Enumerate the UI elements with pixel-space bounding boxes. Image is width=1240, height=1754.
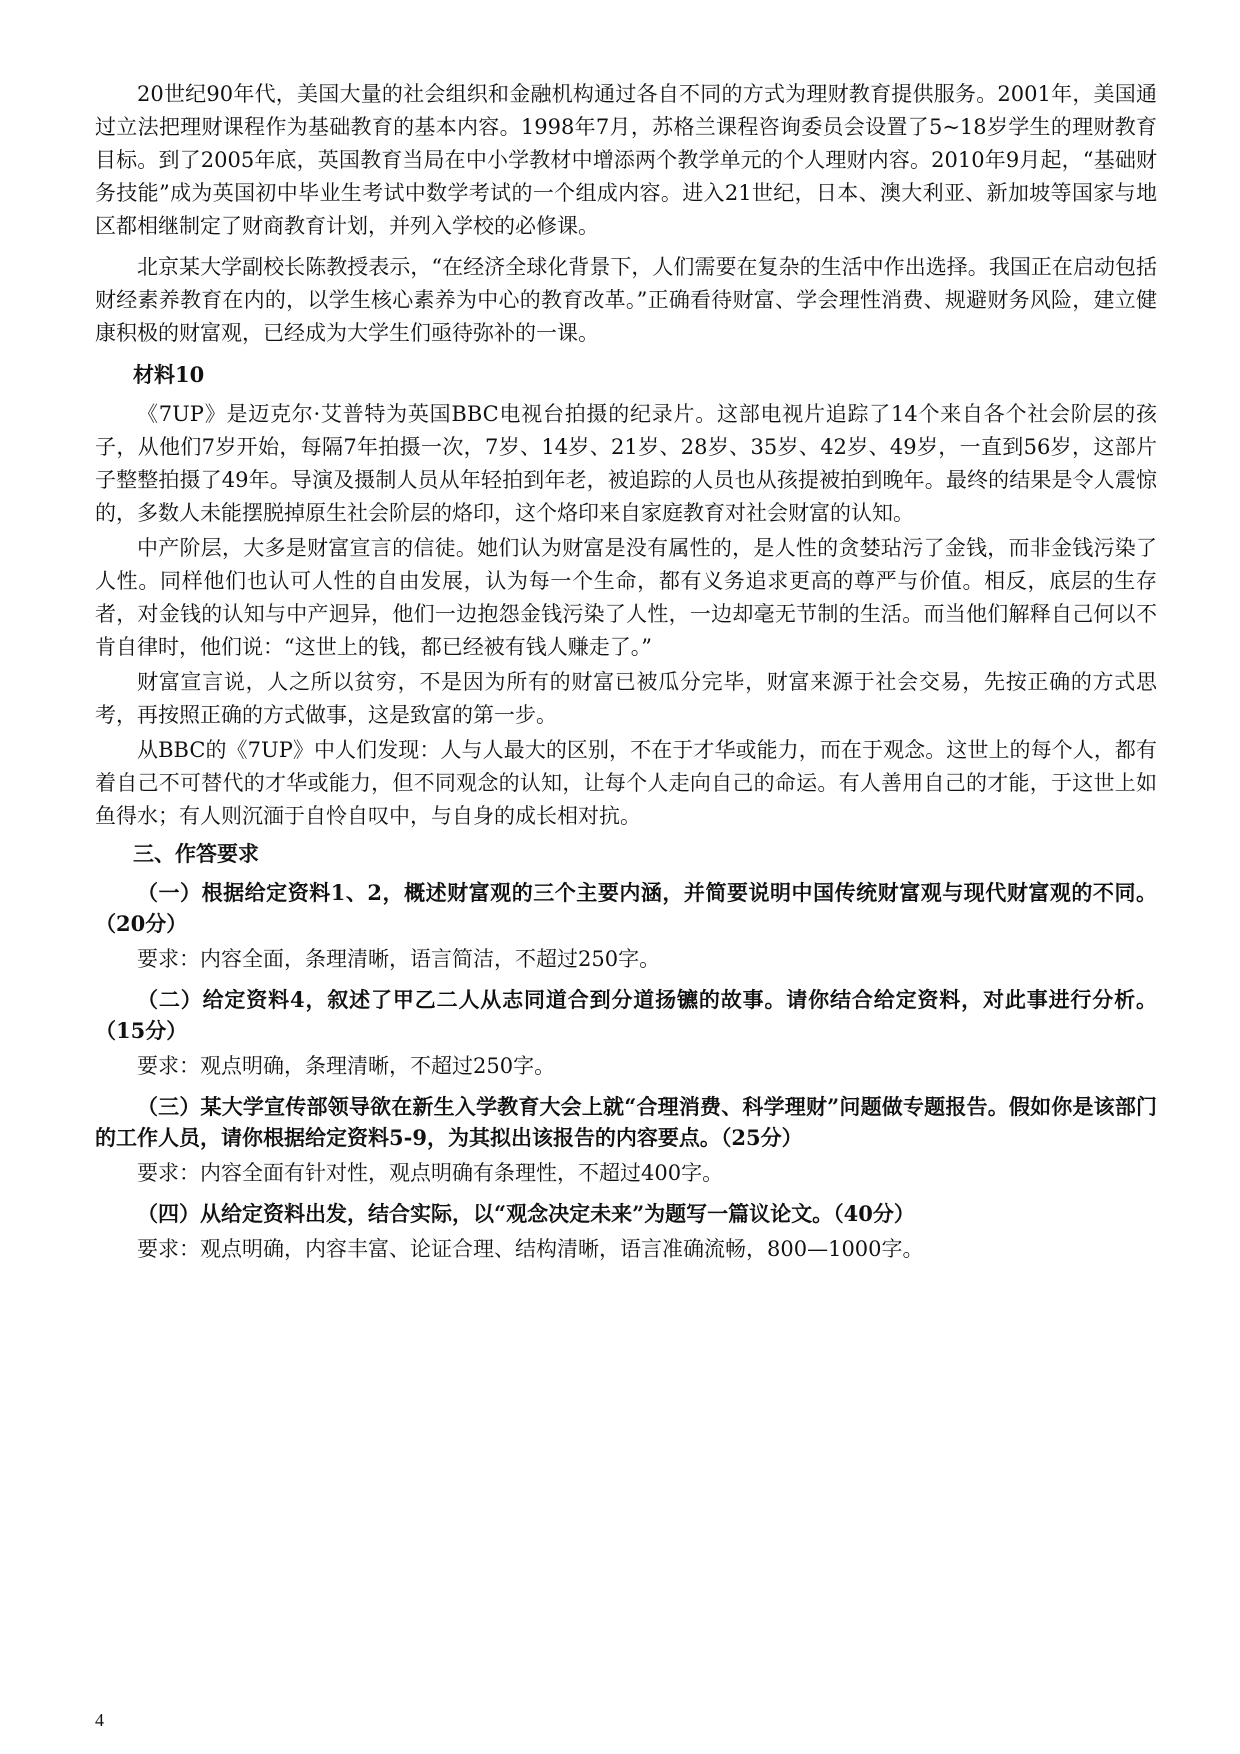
page-number: 4	[95, 1710, 104, 1730]
document-body	[95, 78, 1157, 1274]
paragraph-middle-class: 中产阶层，大多是财富宣言的信徒。她们认为财富是没有属性的，是人性的贪婪玷污了金钱，而非金钱污染了人性。同样他们也认可人性的自由发展，认为每一个生命，都有义务追求更高的尊严与价值。相反，底层的生存者，对金钱的认知与中产迥异，他们一边抱怨金钱污染了人性，一边却毫无节制的生活。而当他们解释自己何以不肯自律时，他们说：“这世上的钱，都已经被有钱人赚走了。”	[95, 536, 1157, 659]
question-2-requirement: 要求：观点明确，条理清晰，不超过250字。	[137, 1054, 556, 1078]
paragraph-financial-education-history: 20世纪90年代，美国大量的社会组织和金融机构通过各自不同的方式为理财教育提供服务。2001年，美国通过立法把理财课程作为基础教育的基本内容。1998年7月，苏格兰课程咨询委员会设置了5~18岁学生的理财教育目标。到了2005年底，英国教育当局在中小学教材中增添两个教学单元的个人理财内容。2010年9月起，“基础财务技能”成为英国初中毕业生考试中数学考试的一个组成内容。进入21世纪，日本、澳大利亚、新加坡等国家与地区都相继制定了财商教育计划，并列入学校的必修课。	[95, 82, 1157, 238]
paragraph-professor-chen-statement: 北京某大学副校长陈教授表示，“在经济全球化背景下，人们需要在复杂的生活中作出选择。我国正在启动包括财经素养教育在内的，以学生核心素养为中心的教育改革。”正确看待财富、学会理性消费、规避财务风险，建立健康积极的财富观，已经成为大学生们亟待弥补的一课。	[95, 255, 1157, 345]
paragraph-7up-documentary: 《7UP》是迈克尔·艾普特为英国BBC电视台拍摄的纪录片。这部电视片追踪了14个来自各个社会阶层的孩子，从他们7岁开始，每隔7年拍摄一次，7岁、14岁、21岁、28岁、35岁、42岁、49岁，一直到56岁，这部片子整整拍摄了49年。导演及摄制人员从年轻拍到年老，被追踪的人员也从孩提被拍到晚年。最终的结果是令人震惊的，多数人未能摆脱掉原生社会阶层的烙印，这个烙印来自家庭教育对社会财富的认知。	[95, 402, 1157, 525]
question-1-requirement: 要求：内容全面，条理清晰，语言简洁，不超过250字。	[137, 947, 661, 971]
paragraph-7up-findings: 从BBC的《7UP》中人们发现：人与人最大的区别，不在于才华或能力，而在于观念。这世上的每个人，都有着自己不可替代的才华或能力，但不同观念的认知，让每个人走向自己的命运。有人善用自己的才能，于这世上如鱼得水；有人则沉湎于自怜自叹中，与自身的成长相对抗。	[95, 738, 1157, 828]
question-1: （一）根据给定资料1、2，概述财富观的三个主要内涵，并简要说明中国传统财富观与现代财富观的不同。（20分）	[95, 880, 1157, 936]
question-4-requirement: 要求：观点明确，内容丰富、论证合理、结构清晰，语言准确流畅，800—1000字。	[137, 1237, 924, 1261]
material-10-title: 材料10	[133, 362, 205, 387]
question-3: （三）某大学宣传部领导欲在新生入学教育大会上就“合理消费、科学理财”问题做专题报告。假如你是该部门的工作人员，请你根据给定资料5-9，为其拟出该报告的内容要点。（25分）	[95, 1094, 1157, 1150]
question-2: （二）给定资料4，叙述了甲乙二人从志同道合到分道扬镳的故事。请你结合给定资料，对此事进行分析。（15分）	[95, 987, 1157, 1043]
section-3-title: 三、作答要求	[133, 841, 259, 866]
paragraph-wealth-manifesto: 财富宣言说，人之所以贫穷，不是因为所有的财富已被瓜分完毕，财富来源于社会交易，先按正确的方式思考，再按照正确的方式做事，这是致富的第一步。	[95, 670, 1157, 727]
question-4: （四）从给定资料出发，结合实际，以“观念决定未来”为题写一篇议论文。（40分）	[137, 1201, 915, 1226]
question-3-requirement: 要求：内容全面有针对性，观点明确有条理性，不超过400字。	[137, 1161, 724, 1185]
